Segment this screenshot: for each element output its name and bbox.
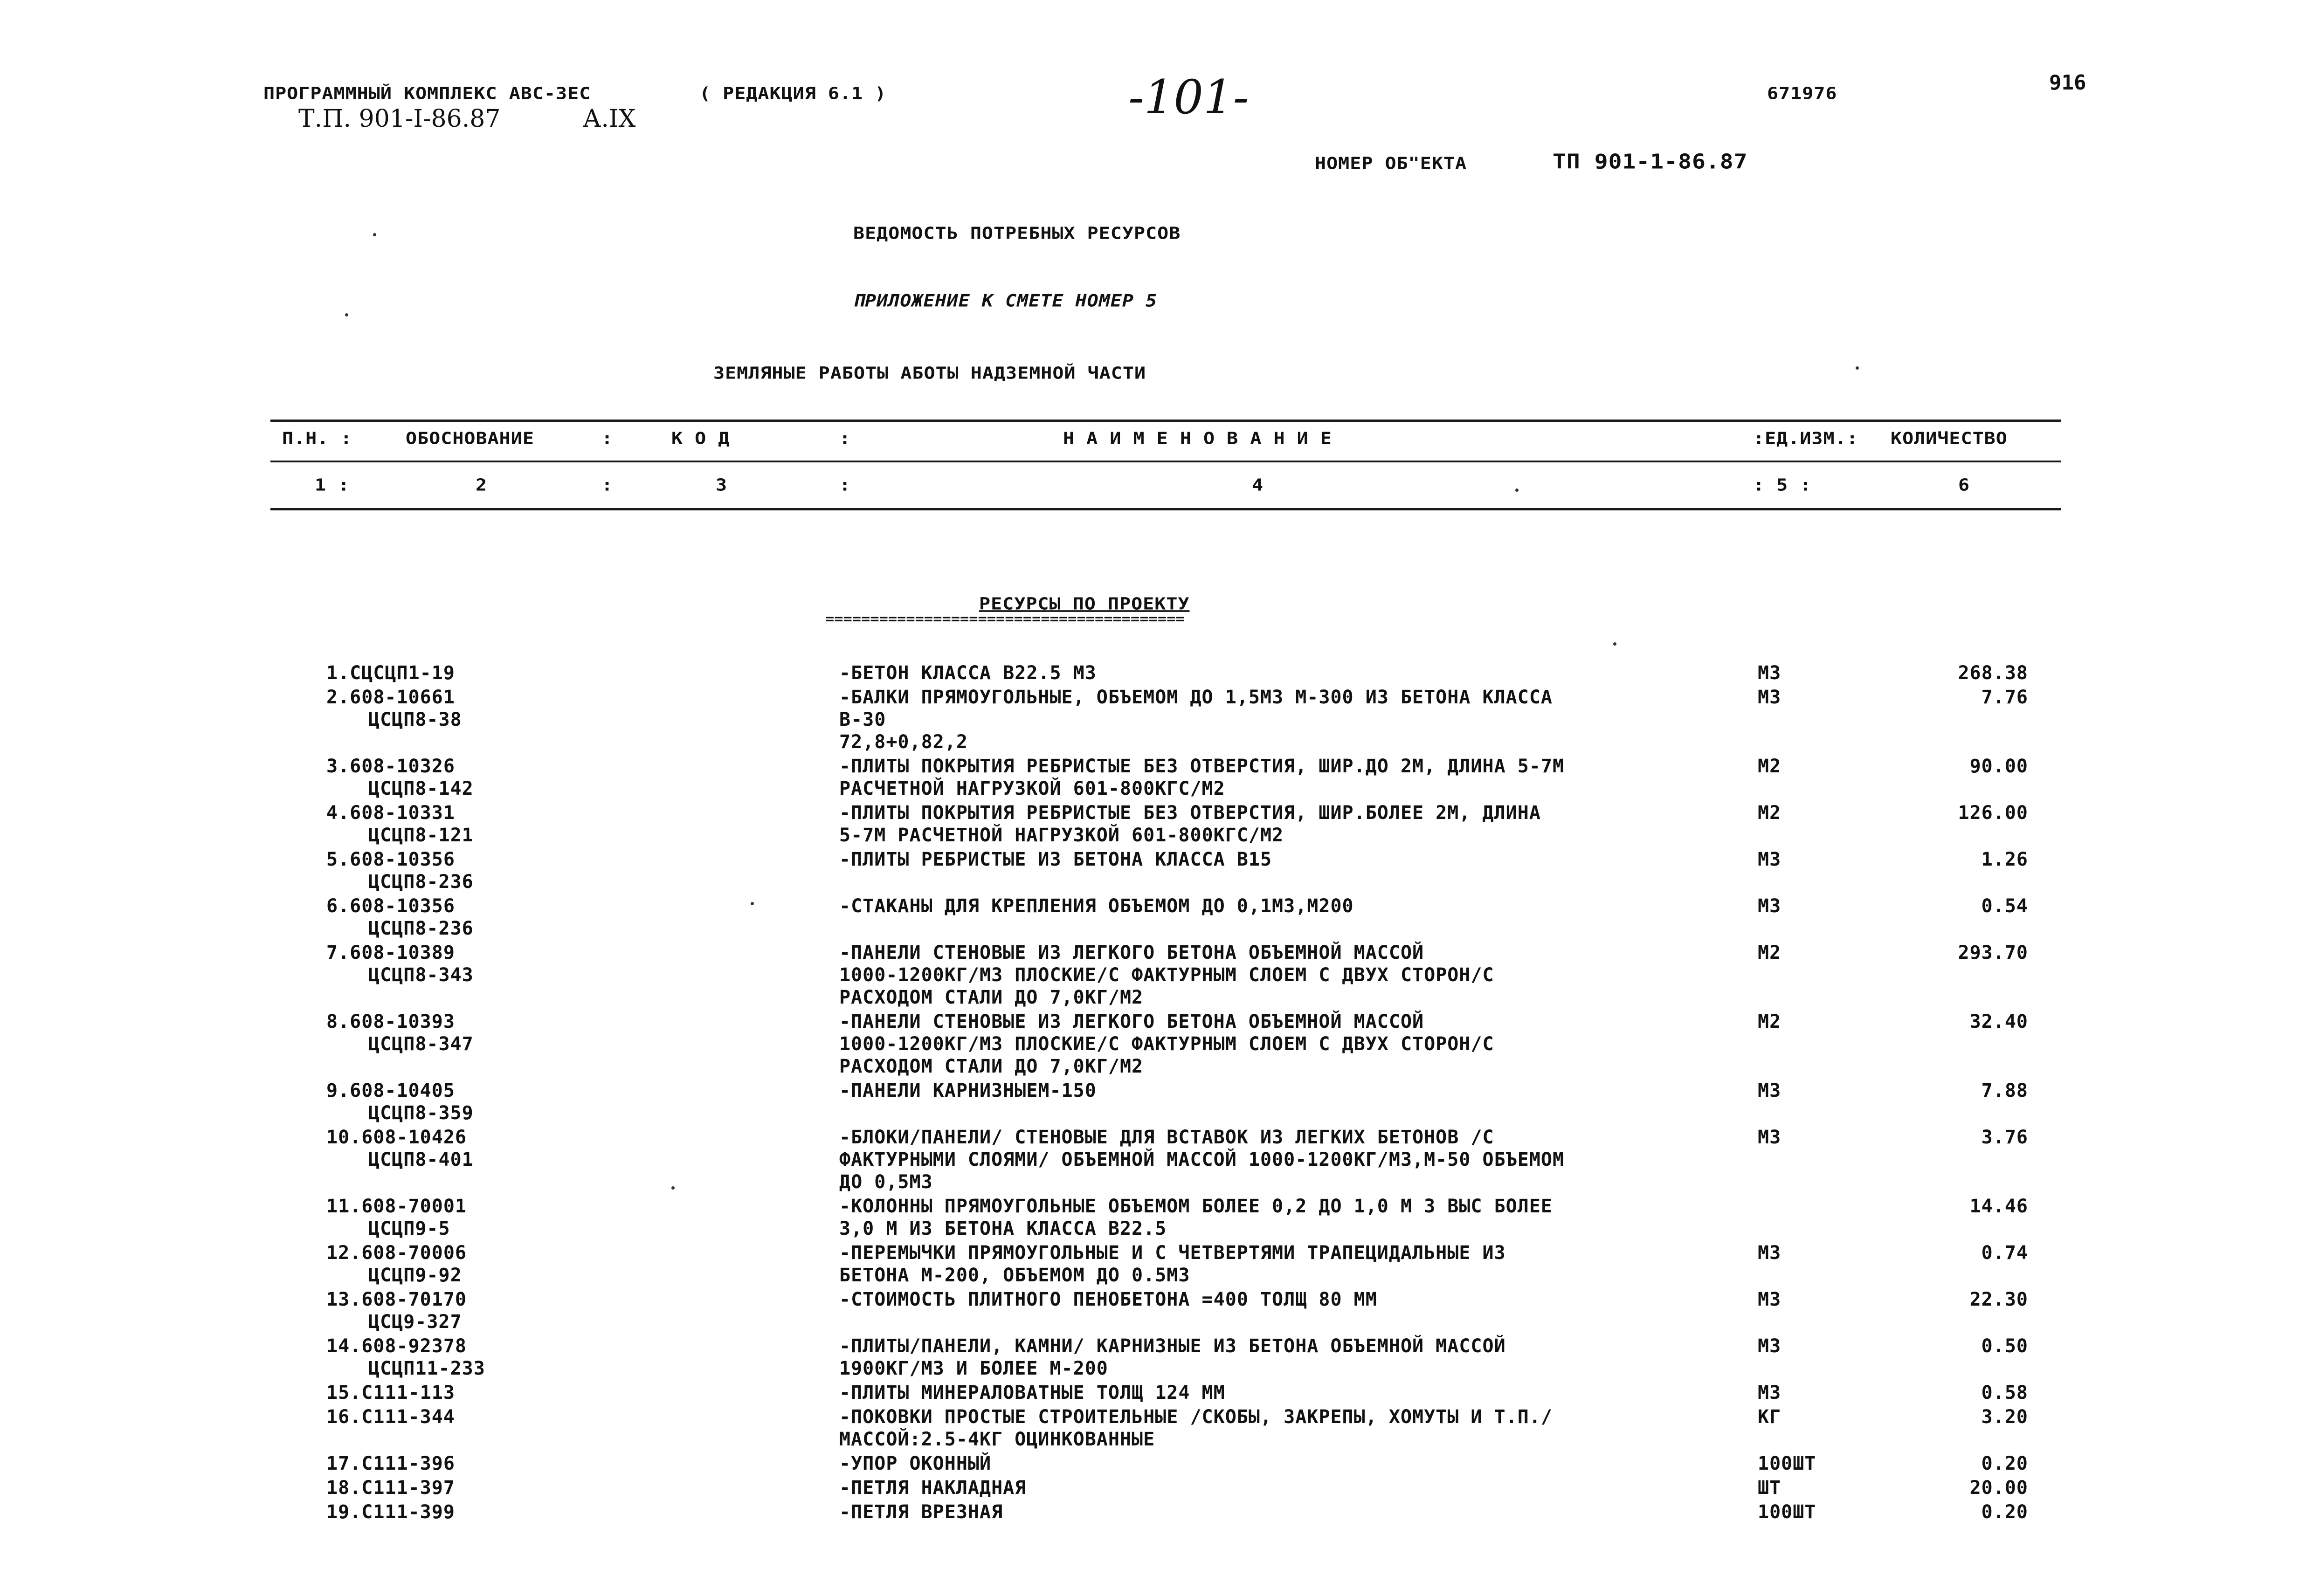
quantity-value: 0.54 bbox=[1981, 895, 2028, 917]
resource-name: ДО 0,5М3 bbox=[839, 1171, 933, 1193]
row-number-code: 6.608-10356 bbox=[326, 895, 455, 917]
column-header-name: Н А И М Е Н О В А Н И Е bbox=[1063, 429, 1332, 448]
sheet-mark: 916 bbox=[2049, 71, 2086, 95]
resource-name: -СТОИМОСТЬ ПЛИТНОГО ПЕНОБЕТОНА =400 ТОЛЩ 80 ММ bbox=[839, 1289, 1377, 1310]
quantity-value: 1.26 bbox=[1981, 849, 2028, 870]
quantity-value: 3.76 bbox=[1981, 1127, 2028, 1148]
resource-name: МАССОЙ:2.5-4КГ ОЦИНКОВАННЫЕ bbox=[839, 1429, 1155, 1450]
resource-name: -ПЕТЛЯ ВРЕЗНАЯ bbox=[839, 1501, 1003, 1523]
resource-name: -ПЛИТЫ/ПАНЕЛИ, КАМНИ/ КАРНИЗНЫЕ ИЗ БЕТОНА ОБЪЕМНОЙ МАССОЙ bbox=[839, 1335, 1506, 1357]
column-separator: : bbox=[601, 475, 614, 495]
row-number-code: 1.СЦСЦП1-19 bbox=[326, 662, 455, 684]
row-number-code: 10.608-10426 bbox=[326, 1127, 467, 1148]
unit-of-measure: М3 bbox=[1758, 1382, 1781, 1403]
table-row bbox=[0, 1477, 2313, 1499]
resource-name: 1000-1200КГ/М3 ПЛОСКИЕ/С ФАКТУРНЫМ СЛОЕМ С ДВУХ СТОРОН/С bbox=[839, 964, 1494, 986]
row-number-code: 14.608-92378 bbox=[326, 1335, 467, 1357]
document-title: ВЕДОМОСТЬ ПОТРЕБНЫХ РЕСУРСОВ bbox=[853, 224, 1181, 243]
column-header-quantity: КОЛИЧЕСТВО bbox=[1891, 429, 2008, 448]
row-number-code: 4.608-10331 bbox=[326, 802, 455, 824]
table-row bbox=[0, 686, 2313, 753]
row-number-code: 19.С111-399 bbox=[326, 1501, 455, 1523]
quantity-value: 3.20 bbox=[1981, 1406, 2028, 1428]
row-number-code: 11.608-70001 bbox=[326, 1196, 467, 1217]
price-reference-code: ЦСЦП8-359 bbox=[368, 1102, 474, 1124]
quantity-value: 20.00 bbox=[1969, 1477, 2028, 1499]
unit-of-measure: М3 bbox=[1758, 687, 1781, 708]
resource-name: -БЕТОН КЛАССА В22.5 М3 bbox=[839, 662, 1097, 684]
column-header-unit: :ЕД.ИЗМ.: bbox=[1753, 429, 1858, 448]
row-number-code: 3.608-10326 bbox=[326, 756, 455, 777]
resource-name: 1000-1200КГ/М3 ПЛОСКИЕ/С ФАКТУРНЫМ СЛОЕМ С ДВУХ СТОРОН/С bbox=[839, 1033, 1494, 1055]
quantity-value: 0.74 bbox=[1981, 1242, 2028, 1264]
scan-speck bbox=[1613, 642, 1616, 646]
quantity-value: 7.76 bbox=[1981, 687, 2028, 708]
album-label: А.IX bbox=[583, 105, 636, 133]
table-header-rule bbox=[270, 461, 2061, 462]
price-reference-code: ЦСЦП8-343 bbox=[368, 964, 474, 986]
resource-name: 72,8+0,82,2 bbox=[839, 731, 968, 753]
quantity-value: 22.30 bbox=[1969, 1289, 2028, 1310]
column-separator: : bbox=[839, 475, 851, 495]
resource-name: -ПЕРЕМЫЧКИ ПРЯМОУГОЛЬНЫЕ И С ЧЕТВЕРТЯМИ ТРАПЕЦИДАЛЬНЫЕ ИЗ bbox=[839, 1242, 1506, 1264]
table-row bbox=[0, 802, 2313, 846]
resource-name: РАСЧЕТНОЙ НАГРУЗКОЙ 601-800КГС/М2 bbox=[839, 778, 1225, 799]
column-number-4: 4 bbox=[1252, 475, 1264, 495]
column-header-code: К О Д bbox=[671, 429, 730, 448]
resource-name: -ПАНЕЛИ СТЕНОВЫЕ ИЗ ЛЕГКОГО БЕТОНА ОБЪЕМНОЙ МАССОЙ bbox=[839, 1011, 1424, 1032]
price-reference-code: ЦСЦП11-233 bbox=[368, 1358, 485, 1379]
resources-heading: РЕСУРСЫ ПО ПРОЕКТУ bbox=[979, 594, 1190, 614]
row-number-code: 2.608-10661 bbox=[326, 687, 455, 708]
row-number-code: 16.С111-344 bbox=[326, 1406, 455, 1428]
column-number-2: 2 bbox=[476, 475, 488, 495]
unit-of-measure: М3 bbox=[1758, 849, 1781, 870]
scan-speck bbox=[373, 233, 376, 236]
row-number-code: 9.608-10405 bbox=[326, 1080, 455, 1101]
scan-speck bbox=[345, 313, 348, 316]
unit-of-measure: М2 bbox=[1758, 756, 1781, 777]
column-header-basis: ОБОСНОВАНИЕ bbox=[406, 429, 534, 448]
unit-of-measure: М3 bbox=[1758, 1335, 1781, 1357]
column-separator: : bbox=[601, 429, 614, 448]
scan-speck bbox=[1515, 488, 1519, 492]
price-reference-code: ЦСЦП8-236 bbox=[368, 871, 474, 893]
resource-name: -ПАНЕЛИ КАРНИЗНЫЕМ-150 bbox=[839, 1080, 1097, 1101]
table-row bbox=[0, 1452, 2313, 1475]
table-row bbox=[0, 942, 2313, 1009]
row-number-code: 18.С111-397 bbox=[326, 1477, 455, 1499]
row-number-code: 13.608-70170 bbox=[326, 1289, 467, 1310]
unit-of-measure: М2 bbox=[1758, 802, 1781, 824]
unit-of-measure: 100ШТ bbox=[1758, 1501, 1816, 1523]
quantity-value: 268.38 bbox=[1958, 662, 2028, 684]
object-label: НОМЕР ОБ"ЕКТА bbox=[1315, 154, 1467, 173]
quantity-value: 90.00 bbox=[1969, 756, 2028, 777]
resource-name: -ПЛИТЫ РЕБРИСТЫЕ ИЗ БЕТОНА КЛАССА В15 bbox=[839, 849, 1272, 870]
table-row bbox=[0, 1080, 2313, 1124]
table-row bbox=[0, 662, 2313, 684]
unit-of-measure: М2 bbox=[1758, 942, 1781, 963]
unit-of-measure: М2 bbox=[1758, 1011, 1781, 1032]
quantity-value: 32.40 bbox=[1969, 1011, 2028, 1032]
price-reference-code: ЦСЦП8-142 bbox=[368, 778, 474, 799]
edition-label: ( РЕДАКЦИЯ 6.1 ) bbox=[699, 84, 887, 103]
resource-name: РАСХОДОМ СТАЛИ ДО 7,0КГ/М2 bbox=[839, 987, 1144, 1008]
table-row bbox=[0, 1335, 2313, 1380]
resource-name: -ПЛИТЫ ПОКРЫТИЯ РЕБРИСТЫЕ БЕЗ ОТВЕРСТИЯ, ШИР.БОЛЕЕ 2М, ДЛИНА bbox=[839, 802, 1541, 824]
quantity-value: 126.00 bbox=[1958, 802, 2028, 824]
row-number-code: 5.608-10356 bbox=[326, 849, 455, 870]
resource-name: 3,0 М ИЗ БЕТОНА КЛАССА В22.5 bbox=[839, 1218, 1167, 1239]
scan-speck bbox=[671, 1186, 675, 1190]
table-bottom-rule bbox=[270, 508, 2061, 510]
section-title: ЗЕМЛЯНЫЕ РАБОТЫ АБОТЫ НАДЗЕМНОЙ ЧАСТИ bbox=[713, 364, 1146, 383]
resource-name: -УПОР ОКОННЫЙ bbox=[839, 1453, 992, 1474]
resource-name: БЕТОНА М-200, ОБЪЕМОМ ДО 0.5М3 bbox=[839, 1265, 1190, 1286]
resource-name: 5-7М РАСЧЕТНОЙ НАГРУЗКОЙ 601-800КГС/М2 bbox=[839, 825, 1284, 846]
resource-name: -БАЛКИ ПРЯМОУГОЛЬНЫЕ, ОБЪЕМОМ ДО 1,5М3 М-300 ИЗ БЕТОНА КЛАССА bbox=[839, 687, 1553, 708]
table-row bbox=[0, 1126, 2313, 1193]
price-reference-code: ЦСЦП8-347 bbox=[368, 1033, 474, 1055]
table-row bbox=[0, 848, 2313, 893]
resource-name: ФАКТУРНЫМИ СЛОЯМИ/ ОБЪЕМНОЙ МАССОЙ 1000-1200КГ/М3,М-50 ОБЪЕМОМ bbox=[839, 1149, 1565, 1170]
column-header-pn: П.Н. : bbox=[282, 429, 352, 448]
unit-of-measure: М3 bbox=[1758, 1242, 1781, 1264]
resource-name: РАСХОДОМ СТАЛИ ДО 7,0КГ/М2 bbox=[839, 1056, 1144, 1077]
quantity-value: 0.20 bbox=[1981, 1453, 2028, 1474]
quantity-value: 14.46 bbox=[1969, 1196, 2028, 1217]
appendix-title: ПРИЛОЖЕНИЕ К СМЕТЕ НОМЕР 5 bbox=[853, 291, 1158, 311]
unit-of-measure: ШТ bbox=[1758, 1477, 1781, 1499]
unit-of-measure: 100ШТ bbox=[1758, 1453, 1816, 1474]
scan-speck bbox=[751, 902, 754, 905]
price-reference-code: ЦСЦП8-38 bbox=[368, 709, 462, 730]
price-reference-code: ЦСЦ9-327 bbox=[368, 1311, 462, 1333]
table-top-rule bbox=[270, 420, 2061, 422]
price-reference-code: ЦСЦП8-121 bbox=[368, 825, 474, 846]
row-number-code: 15.С111-113 bbox=[326, 1382, 455, 1403]
page-number: -101- bbox=[1128, 70, 1249, 124]
price-reference-code: ЦСЦП8-401 bbox=[368, 1149, 474, 1170]
column-number-3: 3 bbox=[716, 475, 728, 495]
table-row bbox=[0, 1382, 2313, 1404]
column-number-6: 6 bbox=[1958, 475, 1970, 495]
quantity-value: 0.20 bbox=[1981, 1501, 2028, 1523]
column-number-5: : 5 : bbox=[1753, 475, 1812, 495]
unit-of-measure: М3 bbox=[1758, 1127, 1781, 1148]
resource-name: -ПЛИТЫ МИНЕРАЛОВАТНЫЕ ТОЛЩ 124 ММ bbox=[839, 1382, 1225, 1403]
resource-name: 1900КГ/М3 И БОЛЕЕ М-200 bbox=[839, 1358, 1108, 1379]
resource-name: -ПОКОВКИ ПРОСТЫЕ СТРОИТЕЛЬНЫЕ /СКОБЫ, ЗАКРЕПЫ, ХОМУТЫ И Т.П./ bbox=[839, 1406, 1553, 1428]
price-reference-code: ЦСЦП9-92 bbox=[368, 1265, 462, 1286]
quantity-value: 0.50 bbox=[1981, 1335, 2028, 1357]
row-number-code: 7.608-10389 bbox=[326, 942, 455, 963]
program-name: ПРОГРАММНЫЙ КОМПЛЕКС АВС-ЗЕС bbox=[263, 84, 591, 103]
table-row bbox=[0, 1501, 2313, 1523]
unit-of-measure: М3 bbox=[1758, 895, 1781, 917]
price-reference-code: ЦСЦП8-236 bbox=[368, 918, 474, 939]
quantity-value: 0.58 bbox=[1981, 1382, 2028, 1403]
price-reference-code: ЦСЦП9-5 bbox=[368, 1218, 450, 1239]
column-number-1: 1 : bbox=[315, 475, 350, 495]
table-row bbox=[0, 1195, 2313, 1240]
table-row bbox=[0, 1011, 2313, 1078]
row-number-code: 12.608-70006 bbox=[326, 1242, 467, 1264]
table-row bbox=[0, 755, 2313, 800]
object-value: ТП 901-1-86.87 bbox=[1553, 150, 1748, 174]
resource-name: -БЛОКИ/ПАНЕЛИ/ СТЕНОВЫЕ ДЛЯ ВСТАВОК ИЗ ЛЕГКИХ БЕТОНОВ /С bbox=[839, 1127, 1494, 1148]
resource-name: -ПАНЕЛИ СТЕНОВЫЕ ИЗ ЛЕГКОГО БЕТОНА ОБЪЕМНОЙ МАССОЙ bbox=[839, 942, 1424, 963]
resource-name: -ПЕТЛЯ НАКЛАДНАЯ bbox=[839, 1477, 1027, 1499]
resource-name: В-30 bbox=[839, 709, 886, 730]
resource-name: -ПЛИТЫ ПОКРЫТИЯ РЕБРИСТЫЕ БЕЗ ОТВЕРСТИЯ, ШИР.ДО 2М, ДЛИНА 5-7М bbox=[839, 756, 1565, 777]
unit-of-measure: М3 bbox=[1758, 662, 1781, 684]
quantity-value: 293.70 bbox=[1958, 942, 2028, 963]
unit-of-measure: КГ bbox=[1758, 1406, 1781, 1428]
tp-number: Т.П. 901-I-86.87 bbox=[298, 105, 501, 133]
resource-name: -КОЛОННЫ ПРЯМОУГОЛЬНЫЕ ОБЪЕМОМ БОЛЕЕ 0,2 ДО 1,0 М 3 ВЫС БОЛЕЕ bbox=[839, 1196, 1553, 1217]
unit-of-measure: М3 bbox=[1758, 1080, 1781, 1101]
scan-speck bbox=[1856, 366, 1859, 370]
document-code: 671976 bbox=[1767, 84, 1837, 103]
table-row bbox=[0, 1288, 2313, 1333]
table-row bbox=[0, 895, 2313, 940]
quantity-value: 7.88 bbox=[1981, 1080, 2028, 1101]
table-row bbox=[0, 1406, 2313, 1451]
resources-underline: ======================================== bbox=[825, 611, 1185, 627]
row-number-code: 8.608-10393 bbox=[326, 1011, 455, 1032]
resource-name: -СТАКАНЫ ДЛЯ КРЕПЛЕНИЯ ОБЪЕМОМ ДО 0,1М3,М200 bbox=[839, 895, 1354, 917]
table-row bbox=[0, 1242, 2313, 1286]
unit-of-measure: М3 bbox=[1758, 1289, 1781, 1310]
row-number-code: 17.С111-396 bbox=[326, 1453, 455, 1474]
column-separator: : bbox=[839, 429, 851, 448]
